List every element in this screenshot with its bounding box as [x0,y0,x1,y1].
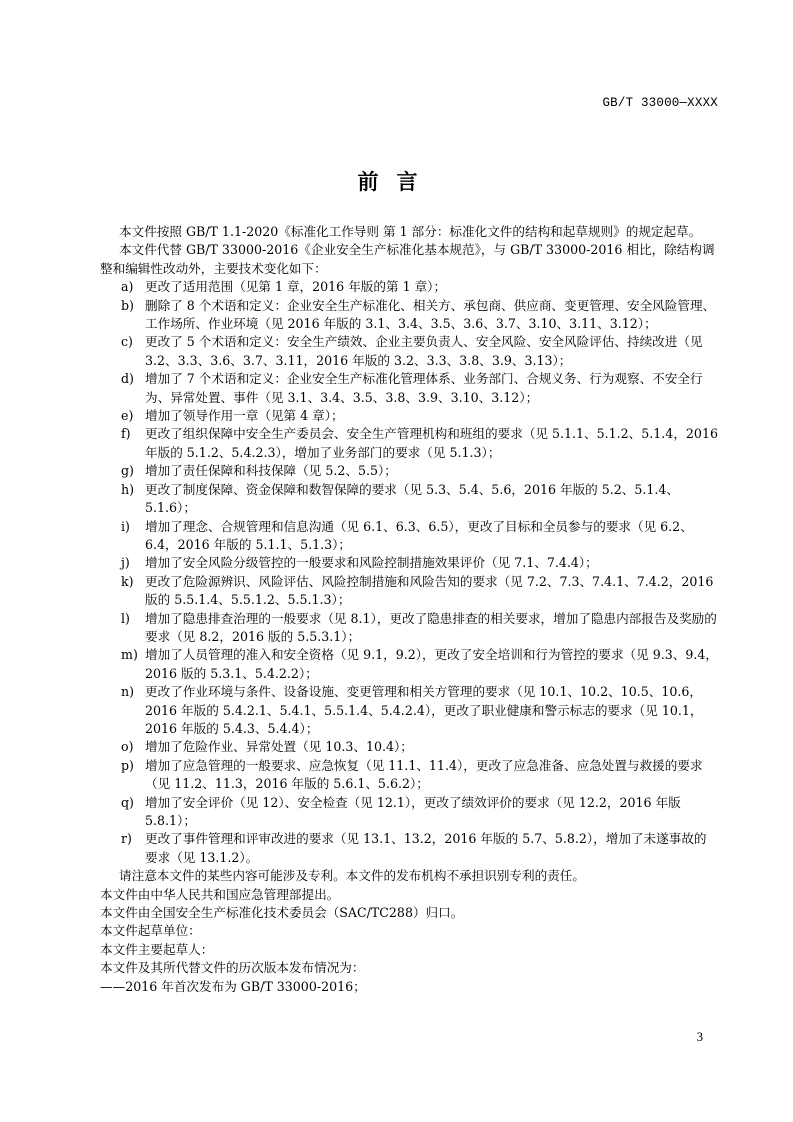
list-marker: c) [121,334,133,350]
list-marker: f) [121,426,131,442]
list-item-text: 增加了安全评价（见 12）、安全检查（见 12.1），更改了绩效评价的要求（见 12.2，2016 年版 5.8.1）； [145,794,681,828]
patent-notice: 请注意本文件的某些内容可能涉及专利。本文件的发布机构不承担识别专利的责任。 [119,868,585,884]
list-item [100,573,718,610]
page-title: 前言 [357,170,436,194]
list-item-text: 增加了危险作业、异常处置（见 10.3、10.4）； [145,739,413,755]
list-item [100,646,718,683]
list-marker: d) [121,371,134,387]
list-item-text: 更改了制度保障、资金保障和数智保障的要求（见 5.3、5.4、5.6，2016 年版的 5.2、5.1.4、5.1.6）； [145,481,680,516]
list-item-text: 增加了领导作用一章（见第 4 章）； [145,408,344,424]
list-marker: b) [121,297,134,313]
list-item [100,554,718,572]
list-item [100,370,718,407]
list-item [100,794,718,831]
list-marker: g) [121,463,134,479]
list-item-text: 更改了危险源辨识、风险评估、风险控制措施和风险告知的要求（见 7.2、7.3、7.4.1、7.4.2，2016 版的 5.5.1.4、5.5.1.2、5.5.1.3）； [145,573,714,608]
list-item-text: 增加了人员管理的准入和安全资格（见 9.1，9.2），更改了安全培训和行为管控的要求（见 9.3、9.4，2016 版的 5.3.1、5.4.2.2）； [145,647,718,681]
list-item [100,610,718,647]
list-item-text: 更改了组织保障中安全生产委员会、安全生产管理机构和班组的要求（见 5.1.1、5.1.2、5.1.4，2016 年版的 5.1.2、5.4.2.3），增加了业务部门的要求（见 5.1.3）； [145,426,718,460]
changes-list [100,278,718,867]
list-marker: a) [121,279,134,295]
list-item [100,407,718,425]
list-marker: r) [121,831,132,847]
page-number: 3 [696,1030,703,1044]
list-marker: i) [121,518,130,534]
list-marker: q) [121,794,134,810]
list-marker: e) [121,408,134,424]
version-history-entry: ——2016 年首次发布为 GB/T 33000-2016； [100,978,366,994]
drafters: 本文件主要起草人： [100,941,214,957]
list-item [100,518,718,555]
list-item-text: 更改了作业环境与条件、设备设施、变更管理和相关方管理的要求（见 10.1、10.2、10.5、10.6，2016 年版的 5.4.2.1、5.4.1、5.5.1.4、5.4.2.4），更改了职业健康和警示标志的要求（见 10.1，2016 年版的 5.4.3、5.4.4）； [145,684,703,736]
list-item-text: 增加了应急管理的一般要求、应急恢复（见 11.1、11.4），更改了应急准备、应急处置与救援的要求（见 11.2、11.3，2016 年版的 5.6.1、5.6.2）； [145,757,703,792]
document-body [100,223,718,996]
list-marker: k) [121,573,134,589]
list-item [100,333,718,370]
list-item-text: 更改了适用范围（见第 1 章，2016 年版的第 1 章）； [145,279,447,295]
list-marker: l) [121,610,130,626]
list-item-text: 增加了 7 个术语和定义：企业安全生产标准化管理体系、业务部门、合规义务、行为观察、不安全行为、异常处置、事件（见 3.1、3.4、3.5、3.8、3.9、3.10、3.12）； [145,371,703,405]
list-item [100,738,718,756]
drafting-units: 本文件起草单位： [100,923,201,939]
committee-statement: 本文件由全国安全生产标准化技术委员会（SAC/TC288）归口。 [100,905,464,921]
list-item-text: 增加了安全风险分级管控的一般要求和风险控制措施效果评价（见 7.1、7.4.4）； [145,555,598,571]
list-marker: o) [121,739,134,755]
list-item-text: 增加了理念、合规管理和信息沟通（见 6.1、6.3、6.5），更改了目标和全员参与的要求（见 6.2、6.4，2016 年版的 5.1.1、5.1.3）； [145,518,693,552]
list-marker: m) [121,647,138,663]
intro-paragraph-2: 本文件代替 GB/T 33000-2016《企业安全生产标准化基本规范》，与 GB/T 33000-2016 相比，除结构调整和编辑性改动外，主要技术变化如下： [100,242,715,276]
list-item-text: 更改了 5 个术语和定义：安全生产绩效、企业主要负责人、安全风险、安全风险评估、持续改进（见 3.2、3.3、3.6、3.7、3.11，2016 年版的 3.2、3.3、3.8、3.9、3.13）； [145,334,703,368]
list-marker: n) [121,684,135,700]
list-item [100,297,718,334]
list-item [100,683,718,738]
list-item-text: 增加了责任保障和科技保障（见 5.2、5.5）； [145,463,397,479]
standard-code-header: GB/T 33000—XXXX [602,96,718,110]
list-item [100,481,718,518]
list-item-text: 更改了事件管理和评审改进的要求（见 13.1、13.2，2016 年版的 5.7、5.8.2），增加了未遂事故的要求（见 13.1.2）。 [145,831,707,865]
intro-paragraph-1: 本文件按照 GB/T 1.1-2020《标准化工作导则 第 1 部分：标准化文件的结构和起草规则》的规定起草。 [119,224,702,239]
version-history-heading: 本文件及其所代替文件的历次版本发布情况为： [100,960,365,976]
list-item [100,278,718,296]
list-item [100,757,718,794]
list-marker: p) [121,757,134,773]
list-marker: h) [121,481,135,497]
list-item [100,462,718,480]
list-item-text: 增加了隐患排查治理的一般要求（见 8.1），更改了隐患排查的相关要求，增加了隐患内部报告及奖励的要求（见 8.2，2016 版的 5.5.3.1）； [145,610,717,644]
list-item-text: 删除了 8 个术语和定义：企业安全生产标准化、相关方、承包商、供应商、变更管理、安全风险管理、工作场所、作业环境（见 2016 年版的 3.1、3.4、3.5、3.6、3.7、3.10、3.11、3.12）； [145,297,716,332]
list-marker: j) [121,555,130,571]
list-item [100,425,718,462]
proposer-statement: 本文件由中华人民共和国应急管理部提出。 [100,886,340,902]
list-item [100,830,718,867]
